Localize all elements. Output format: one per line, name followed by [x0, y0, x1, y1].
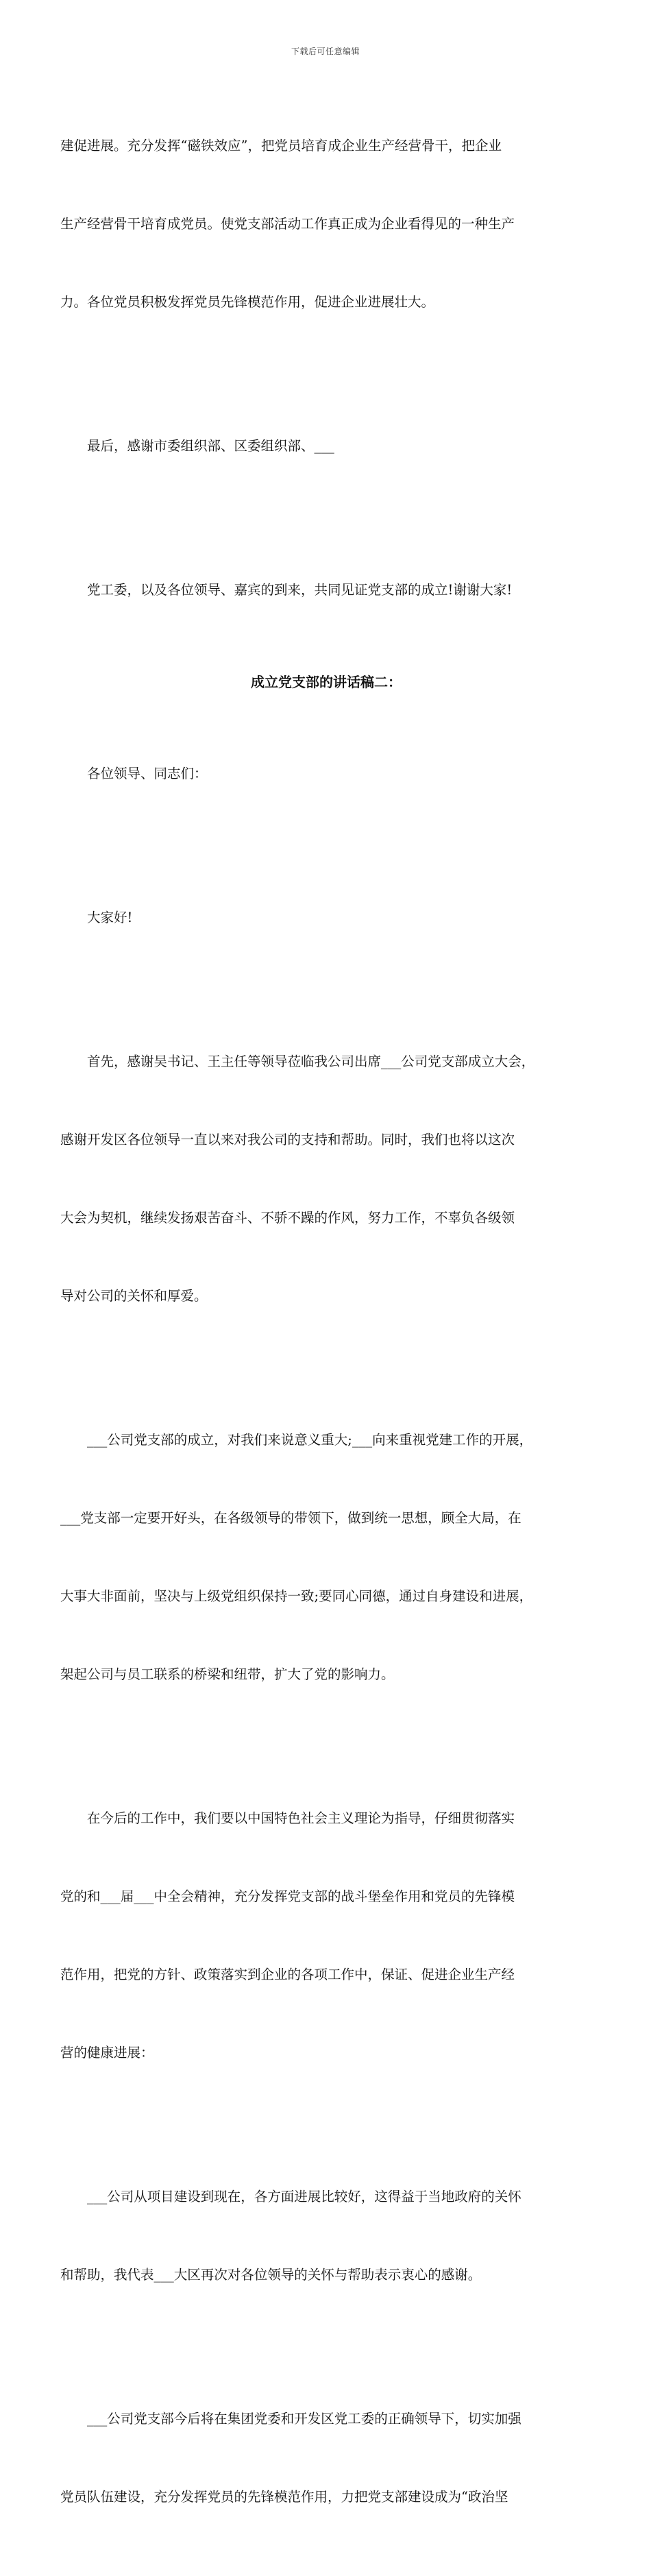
text-line: 建促进展。充分发挥“磁铁效应”，把党员培育成企业生产经营骨干，把企业 — [60, 138, 502, 154]
paragraph-7 — [60, 1375, 592, 1740]
text-line: ___公司党支部的成立，对我们来说意义重大;___向来重视党建工作的开展， — [87, 1432, 533, 1448]
text-line: 营的健康进展： — [60, 2045, 154, 2061]
text-line: 在今后的工作中，我们要以中国特色社会主义理论为指导，仔细贯彻落实 — [87, 1810, 515, 1826]
text-line: 大家好! — [87, 910, 133, 925]
paragraph-10 — [60, 2354, 592, 2562]
paragraph-greeting — [60, 853, 592, 983]
document-body — [60, 81, 592, 2576]
text-line: 和帮助，我代表___大区再次对各位领导的关怀与帮助表示衷心的感谢。 — [60, 2267, 482, 2283]
text-line: 大事大非面前，坚决与上级党组织保持一致;要同心同德，通过自身建设和进展， — [60, 1588, 533, 1604]
text-line: 生产经营骨干培育成党员。使党支部活动工作真正成为企业看得见的一种生产 — [60, 216, 515, 232]
text-line: 架起公司与员工联系的桥梁和纽带，扩大了党的影响力。 — [60, 1666, 395, 1682]
paragraph-6 — [60, 997, 592, 1361]
text-line: ___党支部一定要开好头，在各级领导的带领下，做到统一思想，顾全大局，在 — [60, 1510, 521, 1526]
page-header: 下载后可任意编辑 — [291, 47, 360, 56]
paragraph-1 — [60, 81, 592, 367]
paragraph-8 — [60, 1753, 592, 2118]
text-line: 力。各位党员积极发挥党员先锋模范作用，促进企业进展壮大。 — [60, 294, 435, 310]
text-line: 大会为契机，继续发扬艰苦奋斗、不骄不躁的作风，努力工作，不辜负各级领 — [60, 1210, 515, 1226]
text-line: 党员队伍建设，充分发挥党员的先锋模范作用，力把党支部建设成为“政治坚 — [60, 2489, 508, 2505]
text-line: 最后，感谢市委组织部、区委组织部、___ — [87, 438, 334, 454]
text-line: 党工委，以及各位领导、嘉宾的到来，共同见证党支部的成立!谢谢大家! — [87, 582, 513, 598]
text-line: 导对公司的关怀和厚爱。 — [60, 1288, 208, 1304]
text-line: 首先，感谢吴书记、王主任等领导莅临我公司出席___公司党支部成立大会， — [87, 1054, 535, 1069]
text-line: 感谢开发区各位领导一直以来对我公司的支持和帮助。同时，我们也将以这次 — [60, 1132, 515, 1147]
text-line: 党的和___届___中全会精神，充分发挥党支部的战斗堡垒作用和党员的先锋模 — [60, 1888, 515, 1904]
text-line: ___公司党支部今后将在集团党委和开发区党工委的正确领导下，切实加强 — [87, 2411, 521, 2427]
text-line: ___公司从项目建设到现在，各方面进展比较好，这得益于当地政府的关怀 — [87, 2189, 521, 2204]
paragraph-3 — [60, 525, 592, 655]
paragraph-2 — [60, 381, 592, 511]
text-line: 各位领导、同志们： — [87, 766, 208, 781]
paragraph-9 — [60, 2132, 592, 2340]
text-line: 范作用，把党的方针、政策落实到企业的各项工作中，保证、促进企业生产经 — [60, 1967, 515, 1982]
paragraph-salutation — [60, 709, 592, 839]
section-title: 成立党支部的讲话稿二： — [251, 674, 402, 690]
